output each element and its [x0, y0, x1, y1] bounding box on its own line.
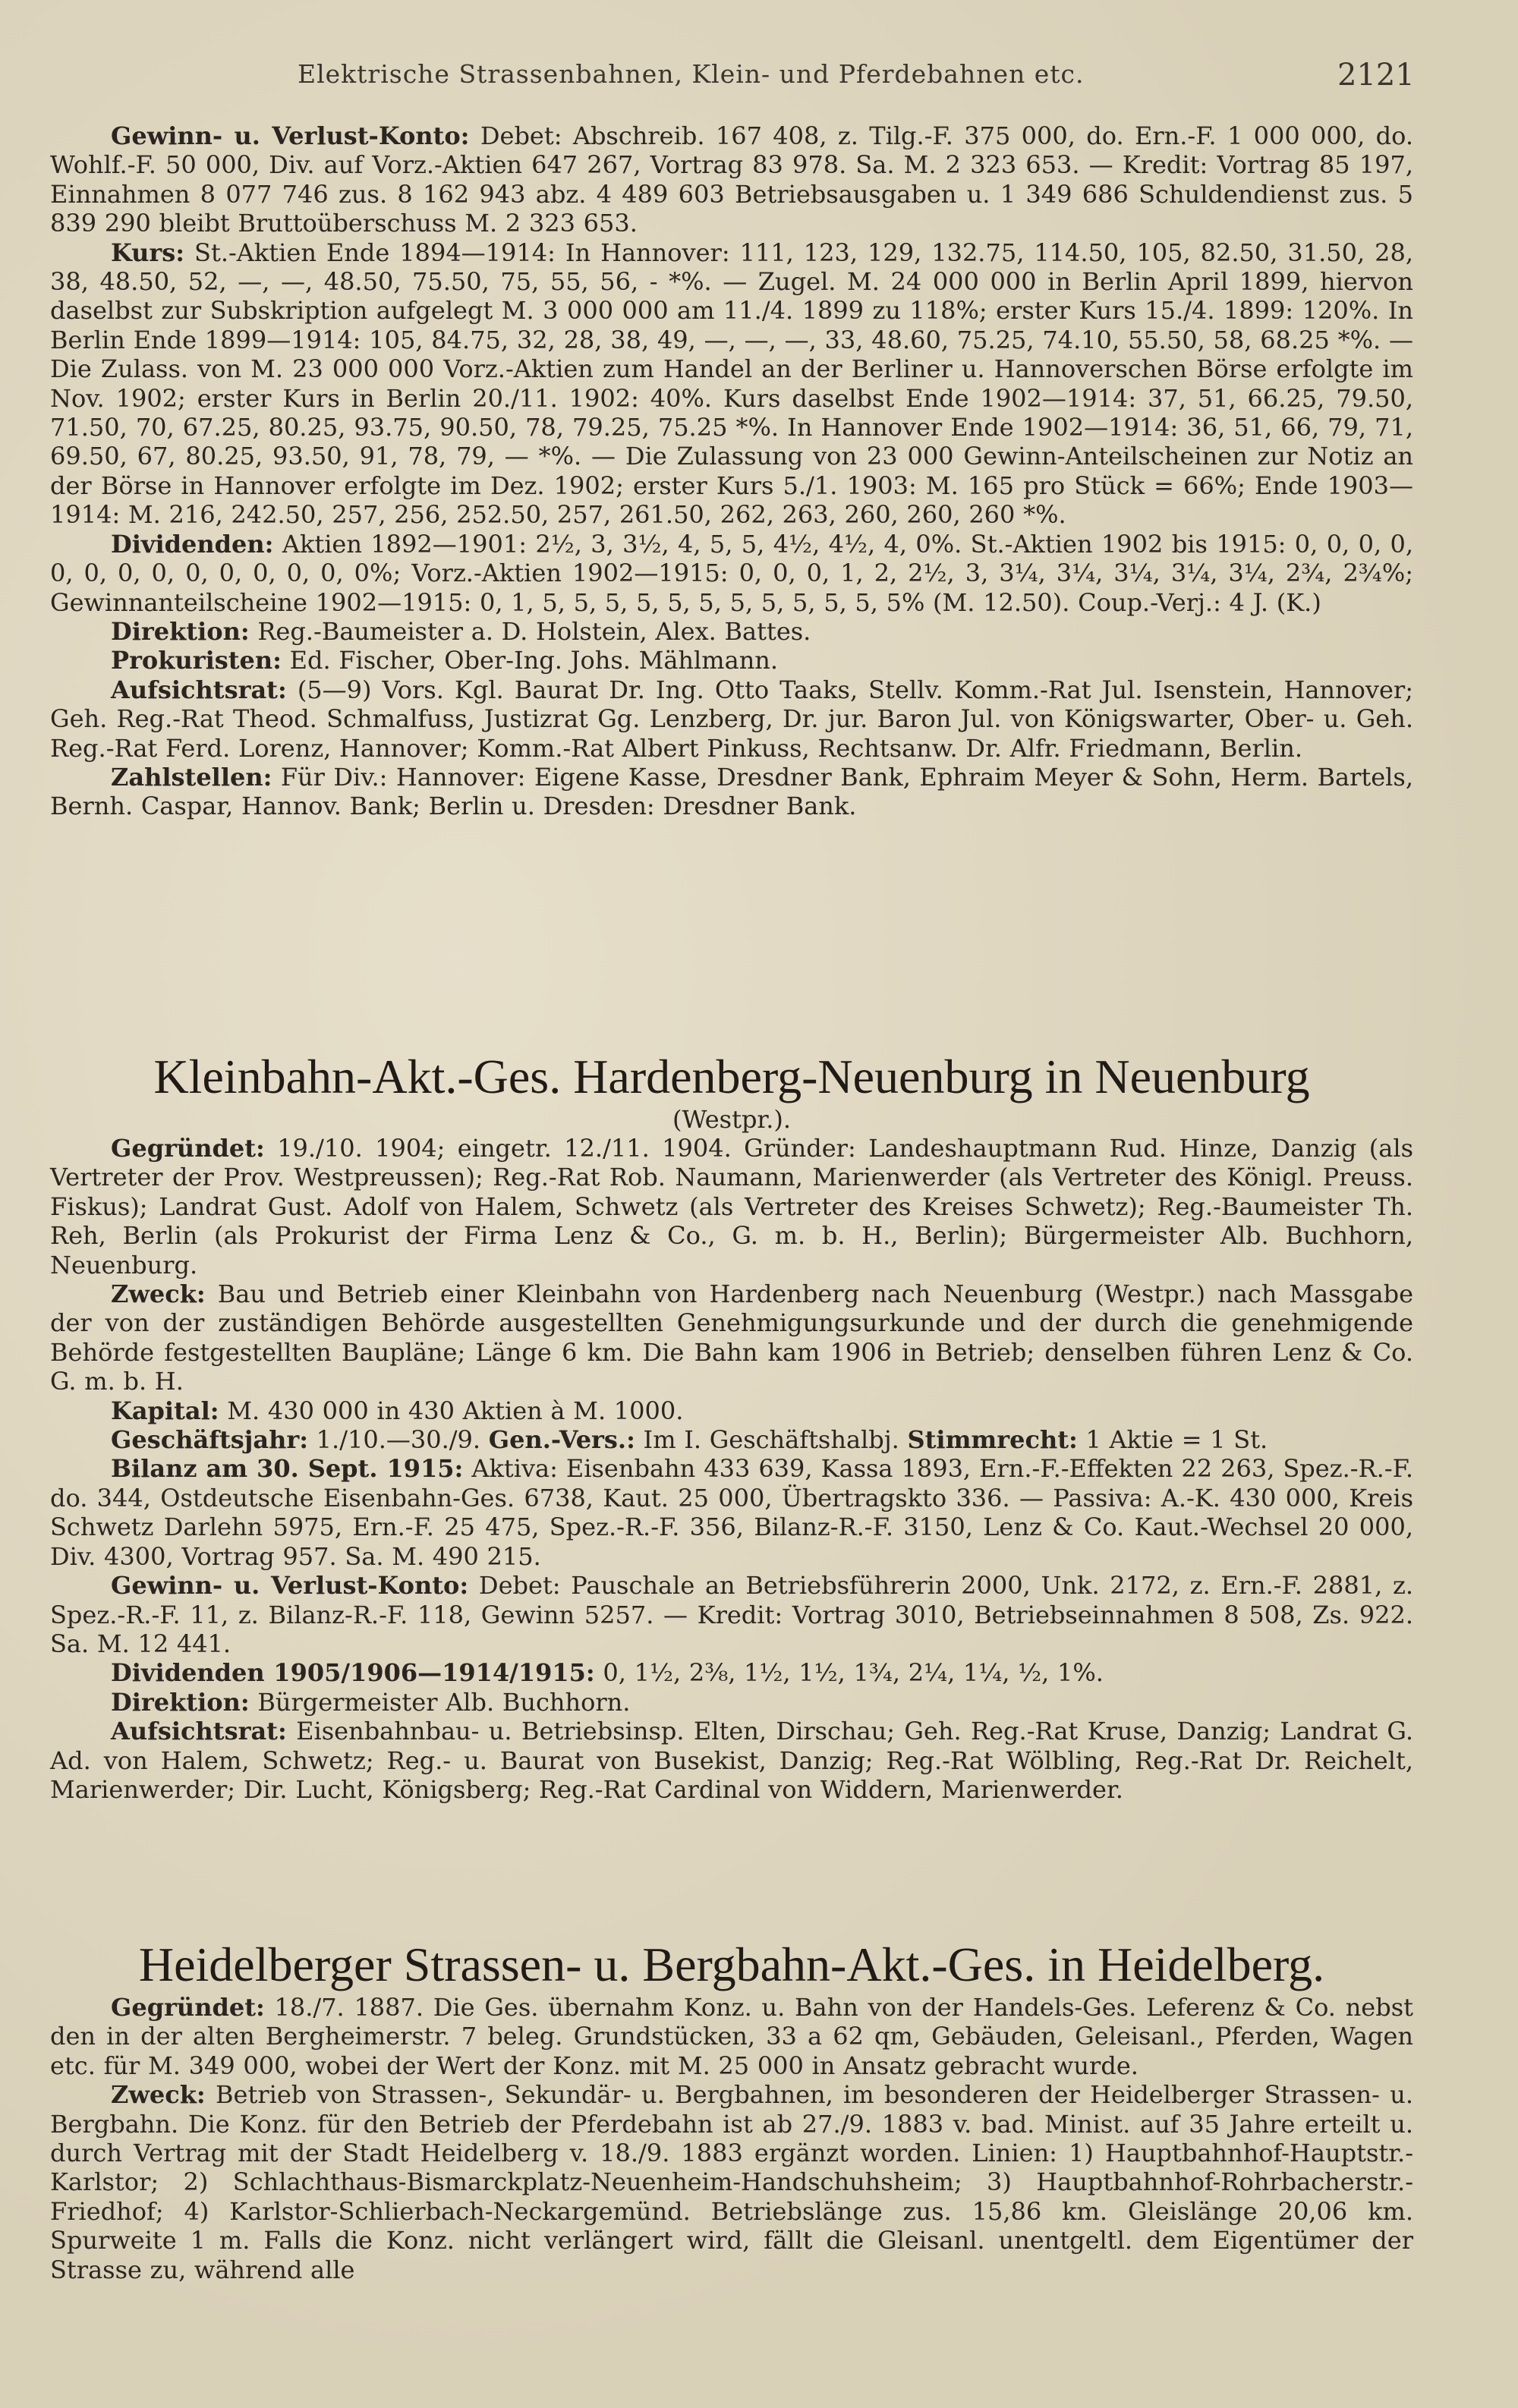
bilanz-label: Bilanz am 30. Sept. 1915: — [111, 1454, 464, 1484]
prokuristen-text: Ed. Fischer, Ober-Ing. Johs. Mählmann. — [289, 646, 779, 675]
gegruendet-paragraph-3 — [50, 1993, 1413, 2080]
kapital-label: Kapital: — [111, 1396, 219, 1425]
prokuristen-paragraph — [50, 646, 1413, 675]
gegruendet-text-3: 18./7. 1887. Die Ges. übernahm Konz. u. Bahn von der Handels-Ges. Leferenz & Co. nebst den in der alten Bergheimerstr. 7 beleg. Grundstücken, 33 a 62 qm, Gebäuden, Geleisanl., Pferden, Wagen etc. für M. 349 000, wobei der Wert der Konz. mit M. 25 000 in Ansatz gebracht wurde. — [50, 1993, 1414, 2080]
gegruendet-label: Gegründet: — [111, 1134, 265, 1163]
geschaeftsjahr-label: Geschäftsjahr: — [111, 1425, 308, 1455]
direktion-text: Reg.-Baumeister a. D. Holstein, Alex. Battes. — [257, 616, 811, 646]
gegruendet-label-3: Gegründet: — [111, 1993, 265, 2022]
kapital-text: M. 430 000 in 430 Aktien à M. 1000. — [227, 1396, 684, 1425]
gegruendet-text: 19./10. 1904; eingetr. 12./11. 1904. Gründer: Landeshauptmann Rud. Hinze, Danzig (als Vertreter der Prov. Westpreussen); Reg.-Rat Rob. Naumann, Marienwerder (als Vertreter des Königl. Preuss. Fiskus); Landrat Gust. Adolf von Halem, Schwetz (als Vertreter des Kreises Schwetz); Reg.-Baumeister Th. Reh, Berlin (als Prokurist der Firma Lenz & Co., G. m. b. H., Berlin); Bürgermeister Alb. Buchhorn, Neuenburg. — [50, 1134, 1414, 1280]
dividenden-text: Aktien 1892—1901: 2½, 3, 3½, 4, 5, 5, 4½, 4½, 4, 0%. St.-Aktien 1902 bis 1915: 0, 0, 0, 0, 0, 0, 0, 0, 0, 0, 0, 0, 0, 0%; Vorz.-Aktien 1902—1915: 0, 0, 0, 1, 2, 2½, 3, 3¼, 3¼, 3¼, 3¼, 3¼, 2¾, 2¾%; Gewinnanteilscheine 1902—1915: 0, 1, 5, 5, 5, 5, 5, 5, 5, 5, 5, 5, 5, 5% (M. 12.50). Coup.-Verj.: 4 J. (K.) — [50, 529, 1414, 617]
prokuristen-label: Prokuristen: — [111, 646, 282, 675]
aufsichtsrat-text: (5—9) Vors. Kgl. Baurat Dr. Ing. Otto Taaks, Stellv. Komm.-Rat Jul. Isenstein, Hannover; Geh. Reg.-Rat Theod. Schmalfuss, Justizrat Gg. Lenzberg, Dr. jur. Baron Jul. von Königswarter, Ober- u. Geh. Reg.-Rat Ferd. Lorenz, Hannover; Komm.-Rat Albert Pinkuss, Rechtsanw. Dr. Alfr. Friedmann, Berlin. — [50, 675, 1413, 763]
geschaeftsjahr-paragraph — [50, 1425, 1413, 1454]
zweck-paragraph — [50, 1280, 1413, 1396]
direktion-paragraph — [50, 617, 1413, 646]
direktion-label: Direktion: — [111, 616, 250, 646]
zweck-label-3: Zweck: — [111, 2080, 206, 2110]
direktion-label-2: Direktion: — [111, 1687, 250, 1717]
gegruendet-paragraph — [50, 1134, 1413, 1280]
section-kleinbahn-hardenberg — [50, 1049, 1413, 1804]
zweck-label: Zweck: — [111, 1280, 206, 1309]
page-number: 2121 — [1337, 58, 1415, 93]
guv-label: Gewinn- u. Verlust-Konto: — [111, 1571, 469, 1601]
company-title-kleinbahn: Kleinbahn-Akt.-Ges. Hardenberg-Neuenburg in Neuenburg — [153, 1050, 1310, 1103]
kurs-label: Kurs: — [111, 238, 185, 267]
aufsichtsrat-paragraph — [50, 675, 1413, 763]
zahlstellen-label: Zahlstellen: — [111, 762, 272, 792]
dividenden-paragraph — [50, 530, 1413, 617]
gen-vers-text: Im I. Geschäftshalbj. — [643, 1425, 899, 1455]
aufsichtsrat-text-2: Eisenbahnbau- u. Betriebsinsp. Elten, Dirschau; Geh. Reg.-Rat Kruse, Danzig; Landrat G. Ad. von Halem, Schwetz; Reg.- u. Baurat von Busekist, Danzig; Reg.-Rat Wölbling, Reg.-Rat Dr. Reichelt, Marienwerder; Dir. Lucht, Königsberg; Reg.-Rat Cardinal von Widdern, Marienwerder. — [50, 1717, 1414, 1804]
zweck-text-3: Betrieb von Strassen-, Sekundär- u. Bergbahnen, im besonderen der Heidelberger Strassen- u. Bergbahn. Die Konz. für den Betrieb der Pferdebahn ist ab 27./9. 1883 v. bad. Minist. auf 35 Jahre erteilt u. durch Vertrag mit der Stadt Heidelberg v. 18./9. 1883 ergänzt worden. Linien: 1) Hauptbahnhof-Hauptstr.-Karlstor; 2) Schlachthaus-Bismarckplatz-Neuenheim-Handschuhsheim; 3) Hauptbahnhof-Rohrbacherstr.-Friedhof; 4) Karlstor-Schlierbach-Neckargemünd. Betriebslänge zus. 15,86 km. Gleislänge 20,06 km. Spurweite 1 m. Falls die Konz. nicht verlängert wird, fällt die Gleisanl. unentgeltl. dem Eigentümer der Strasse zu, während alle — [50, 2080, 1414, 2284]
aufsichtsrat-label: Aufsichtsrat: — [111, 675, 287, 704]
kapital-paragraph — [50, 1396, 1413, 1425]
aufsichtsrat-paragraph-2 — [50, 1717, 1413, 1804]
stimmrecht-text: 1 Aktie = 1 St. — [1085, 1425, 1268, 1455]
section-heidelberger-bahn — [50, 1937, 1413, 2284]
bilanz-paragraph — [50, 1454, 1413, 1571]
zweck-paragraph-3 — [50, 2080, 1413, 2284]
running-title: Elektrische Strassenbahnen, Klein- und Pferdebahnen etc. — [298, 59, 1085, 89]
stimmrecht-label: Stimmrecht: — [907, 1425, 1078, 1455]
company-subtitle-kleinbahn: (Westpr.). — [672, 1105, 792, 1134]
gen-vers-label: Gen.-Vers.: — [488, 1425, 635, 1455]
dividenden-label-2: Dividenden 1905/1906—1914/1915: — [111, 1658, 595, 1688]
guv-paragraph — [50, 1571, 1413, 1658]
gewinn-verlust-text: Debet: Abschreib. 167 408, z. Tilg.-F. 375 000, do. Ern.-F. 1 000 000, do. Wohlf.-F. 50 000, Div. auf Vorz.-Aktien 647 267, Vortrag 83 978. Sa. M. 2 323 653. — Kredit: Vortrag 85 197, Einnahmen 8 077 746 zus. 8 162 943 abz. 4 489 603 Betriebsausgaben u. 1 349 686 Schuldendienst zus. 5 839 290 bleibt Bruttoüberschuss M. 2 323 653. — [50, 121, 1414, 238]
aufsichtsrat-label-2: Aufsichtsrat: — [111, 1717, 287, 1746]
dividenden-label: Dividenden: — [111, 529, 274, 559]
kurs-text: St.-Aktien Ende 1894—1914: In Hannover: 111, 123, 129, 132.75, 114.50, 105, 82.50, 31.50, 28, 38, 48.50, 52, —, —, 48.50, 75.50, 75, 55, 56, - *%. — Zugel. M. 24 000 000 in Berlin April 1899, hiervon daselbst zur Subskription aufgelegt M. 3 000 000 am 11./4. 1899 zu 118%; erster Kurs 15./4. 1899: 120%. In Berlin Ende 1899—1914: 105, 84.75, 32, 28, 38, 49, —, —, —, 33, 48.60, 75.25, 74.10, 55.50, 58, 68.25 *%. — Die Zulass. von M. 23 000 000 Vorz.-Aktien zum Handel an der Berliner u. Hannoverschen Börse erfolgte im Nov. 1902; erster Kurs in Berlin 20./11. 1902: 40%. Kurs daselbst Ende 1902—1914: 37, 51, 66.25, 79.50, 71.50, 70, 67.25, 80.25, 93.75, 90.50, 78, 79.25, 75.25 *%. In Hannover Ende 1902—1914: 36, 51, 66, 79, 71, 69.50, 67, 80.25, 93.50, 91, 78, 79, — *%. — Die Zulassung von 23 000 Gewinn-Anteilscheinen zur Notiz an der Börse in Hannover erfolgte im Dez. 1902; erster Kurs 5./1. 1903: M. 165 pro Stück = 66%; Ende 1903—1914: M. 216, 242.50, 257, 256, 252.50, 257, 261.50, 262, 263, 260, 260, 260 *%. — [50, 238, 1414, 530]
bilanz-text: Aktiva: Eisenbahn 433 639, Kassa 1893, Ern.-F.-Effekten 22 263, Spez.-R.-F. do. 344, Ostdeutsche Eisenbahn-Ges. 6738, Kaut. 25 000, Übertragskto 336. — Passiva: A.-K. 430 000, Kreis Schwetz Darlehn 5975, Ern.-F. 25 475, Spez.-R.-F. 356, Bilanz-R.-F. 3150, Lenz & Co. Kaut.-Wechsel 20 000, Div. 4300, Vortrag 957. Sa. M. 490 215. — [50, 1454, 1414, 1571]
company-title-heidelberg: Heidelberger Strassen- u. Bergbahn-Akt.-Ges. in Heidelberg. — [138, 1937, 1325, 1991]
geschaeftsjahr-text: 1./10.—30./9. — [316, 1425, 481, 1455]
gewinn-verlust-label: Gewinn- u. Verlust-Konto: — [111, 121, 470, 150]
guv-text: Debet: Pauschale an Betriebsführerin 2000, Unk. 2172, z. Ern.-F. 2881, z. Spez.-R.-F. 11, z. Bilanz-R.-F. 118, Gewinn 5257. — Kredit: Vortrag 3010, Betriebseinnahmen 8 508, Zs. 922. Sa. M. 12 441. — [50, 1571, 1414, 1658]
direktion-text-2: Bürgermeister Alb. Buchhorn. — [257, 1687, 631, 1717]
section-previous-company — [50, 121, 1413, 821]
zahlstellen-text: Für Div.: Hannover: Eigene Kasse, Dresdner Bank, Ephraim Meyer & Sohn, Herm. Bartels, Bernh. Caspar, Hannov. Bank; Berlin u. Dresden: Dresdner Bank. — [50, 762, 1414, 821]
dividenden-paragraph-2 — [50, 1658, 1413, 1687]
gewinn-verlust-paragraph — [50, 121, 1413, 238]
kurs-paragraph — [50, 238, 1413, 530]
page-header — [0, 59, 1518, 102]
zweck-text: Bau und Betrieb einer Kleinbahn von Hardenberg nach Neuenburg (Westpr.) nach Massgabe der von der zuständigen Behörde ausgestellten Genehmigungsurkunde und der durch die genehmigende Behörde festgestellten Baupläne; Länge 6 km. Die Bahn kam 1906 in Betrieb; denselben führen Lenz & Co. G. m. b. H. — [50, 1280, 1414, 1396]
dividenden-text-2: 0, 1½, 2⅜, 1½, 1½, 1¾, 2¼, 1¼, ½, 1%. — [603, 1658, 1104, 1688]
zahlstellen-paragraph — [50, 763, 1413, 821]
direktion-paragraph-2 — [50, 1688, 1413, 1717]
